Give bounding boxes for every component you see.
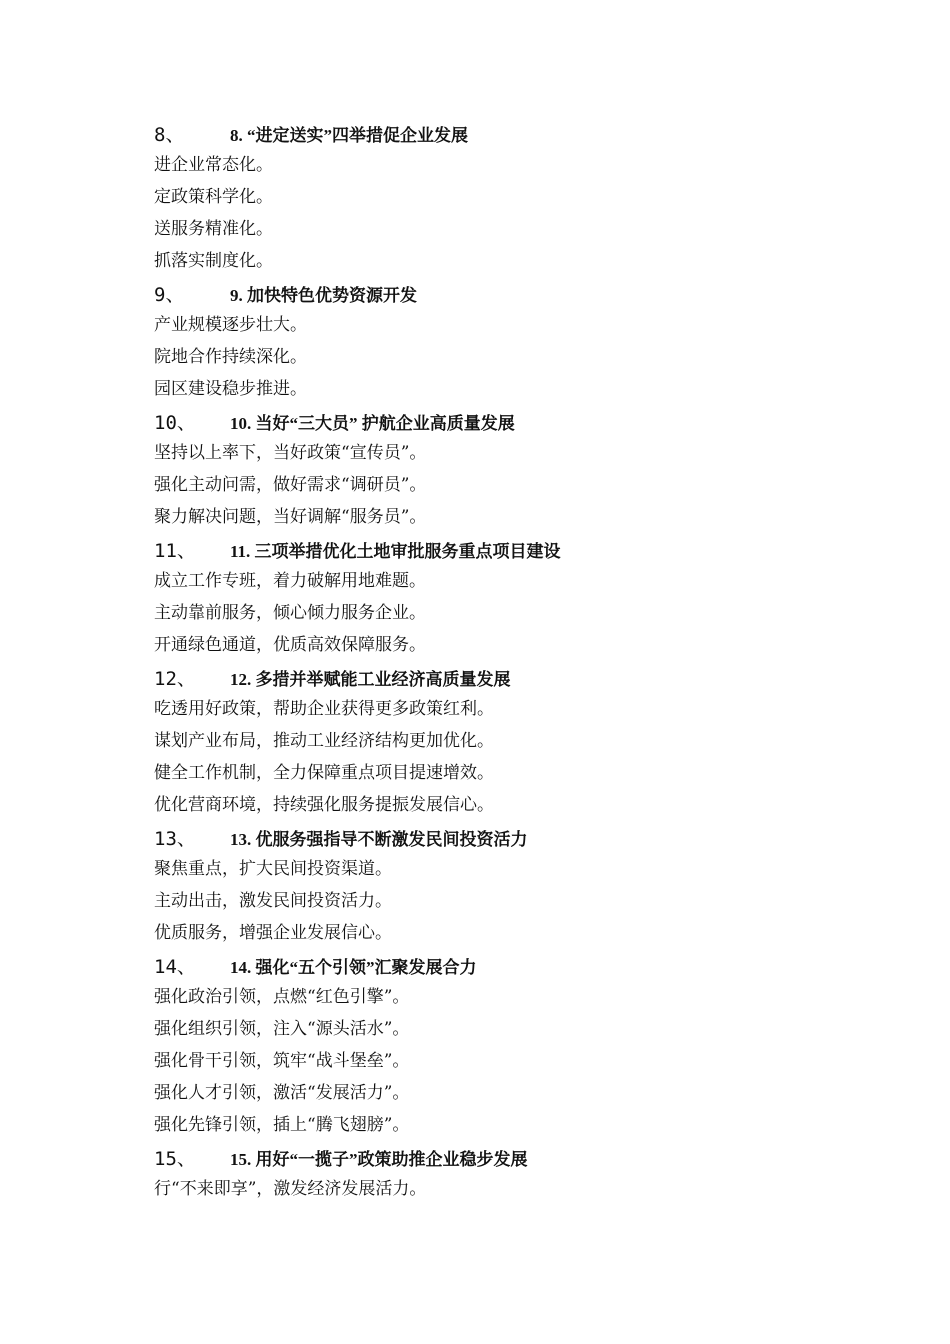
section-item: 坚持以上率下，当好政策“宣传员”。 — [154, 443, 427, 463]
section-item: 强化先锋引领，插上“腾飞翅膀”。 — [154, 1115, 410, 1135]
section-item: 强化人才引领，激活“发展活力”。 — [154, 1083, 410, 1103]
section-item: 院地合作持续深化。 — [154, 347, 307, 367]
section-item: 聚力解决问题，当好调解“服务员”。 — [154, 507, 427, 527]
section-item: 行“不来即享”，激发经济发展活力。 — [154, 1179, 427, 1199]
section-title: 15. 用好“一揽子”政策助推企业稳步发展 — [230, 1149, 528, 1169]
section-heading — [154, 117, 874, 149]
section-item: 吃透用好政策，帮助企业获得更多政策红利。 — [154, 699, 494, 719]
section-title: 12. 多措并举赋能工业经济高质量发展 — [230, 669, 511, 689]
section-item: 定政策科学化。 — [154, 187, 273, 207]
section-number: 9、 — [154, 283, 185, 306]
section-title: 8. “进定送实”四举措促企业发展 — [230, 125, 468, 145]
section-item: 强化主动问需，做好需求“调研员”。 — [154, 475, 427, 495]
section-number: 13、 — [154, 827, 196, 850]
section-item: 开通绿色通道，优质高效保障服务。 — [154, 635, 426, 655]
section-heading — [154, 1141, 874, 1173]
section-item: 强化组织引领，注入“源头活水”。 — [154, 1019, 410, 1039]
section-item: 强化政治引领，点燃“红色引擎”。 — [154, 987, 410, 1007]
section-heading — [154, 821, 874, 853]
section-item: 健全工作机制，全力保障重点项目提速增效。 — [154, 763, 494, 783]
outline-section — [154, 277, 874, 405]
outline-section — [154, 949, 874, 1141]
section-heading — [154, 661, 874, 693]
section-heading — [154, 949, 874, 981]
section-item: 主动靠前服务，倾心倾力服务企业。 — [154, 603, 426, 623]
section-item: 强化骨干引领，筑牢“战斗堡垒”。 — [154, 1051, 410, 1071]
section-number: 12、 — [154, 667, 196, 690]
section-item: 进企业常态化。 — [154, 155, 273, 175]
section-title: 9. 加快特色优势资源开发 — [230, 285, 417, 305]
outline-section — [154, 821, 874, 949]
outline-section — [154, 661, 874, 821]
section-number: 11、 — [154, 539, 196, 562]
section-number: 15、 — [154, 1147, 196, 1170]
section-title: 13. 优服务强指导不断激发民间投资活力 — [230, 829, 528, 849]
section-item: 优化营商环境，持续强化服务提振发展信心。 — [154, 795, 494, 815]
section-number: 10、 — [154, 411, 196, 434]
section-item: 谋划产业布局，推动工业经济结构更加优化。 — [154, 731, 494, 751]
section-item: 主动出击，激发民间投资活力。 — [154, 891, 392, 911]
document-body — [154, 117, 874, 1205]
section-item: 产业规模逐步壮大。 — [154, 315, 307, 335]
section-title: 11. 三项举措优化土地审批服务重点项目建设 — [230, 541, 561, 561]
outline-section — [154, 533, 874, 661]
section-item: 成立工作专班，着力破解用地难题。 — [154, 571, 426, 591]
section-title: 14. 强化“五个引领”汇聚发展合力 — [230, 957, 477, 977]
section-number: 14、 — [154, 955, 196, 978]
section-title: 10. 当好“三大员” 护航企业高质量发展 — [230, 413, 515, 433]
outline-section — [154, 1141, 874, 1205]
outline-section — [154, 405, 874, 533]
outline-section — [154, 117, 874, 277]
section-item: 送服务精准化。 — [154, 219, 273, 239]
section-number: 8、 — [154, 123, 185, 146]
section-item: 优质服务，增强企业发展信心。 — [154, 923, 392, 943]
section-heading — [154, 405, 874, 437]
section-item: 聚焦重点，扩大民间投资渠道。 — [154, 859, 392, 879]
section-heading — [154, 277, 874, 309]
section-item: 抓落实制度化。 — [154, 251, 273, 271]
section-item: 园区建设稳步推进。 — [154, 379, 307, 399]
section-heading — [154, 533, 874, 565]
